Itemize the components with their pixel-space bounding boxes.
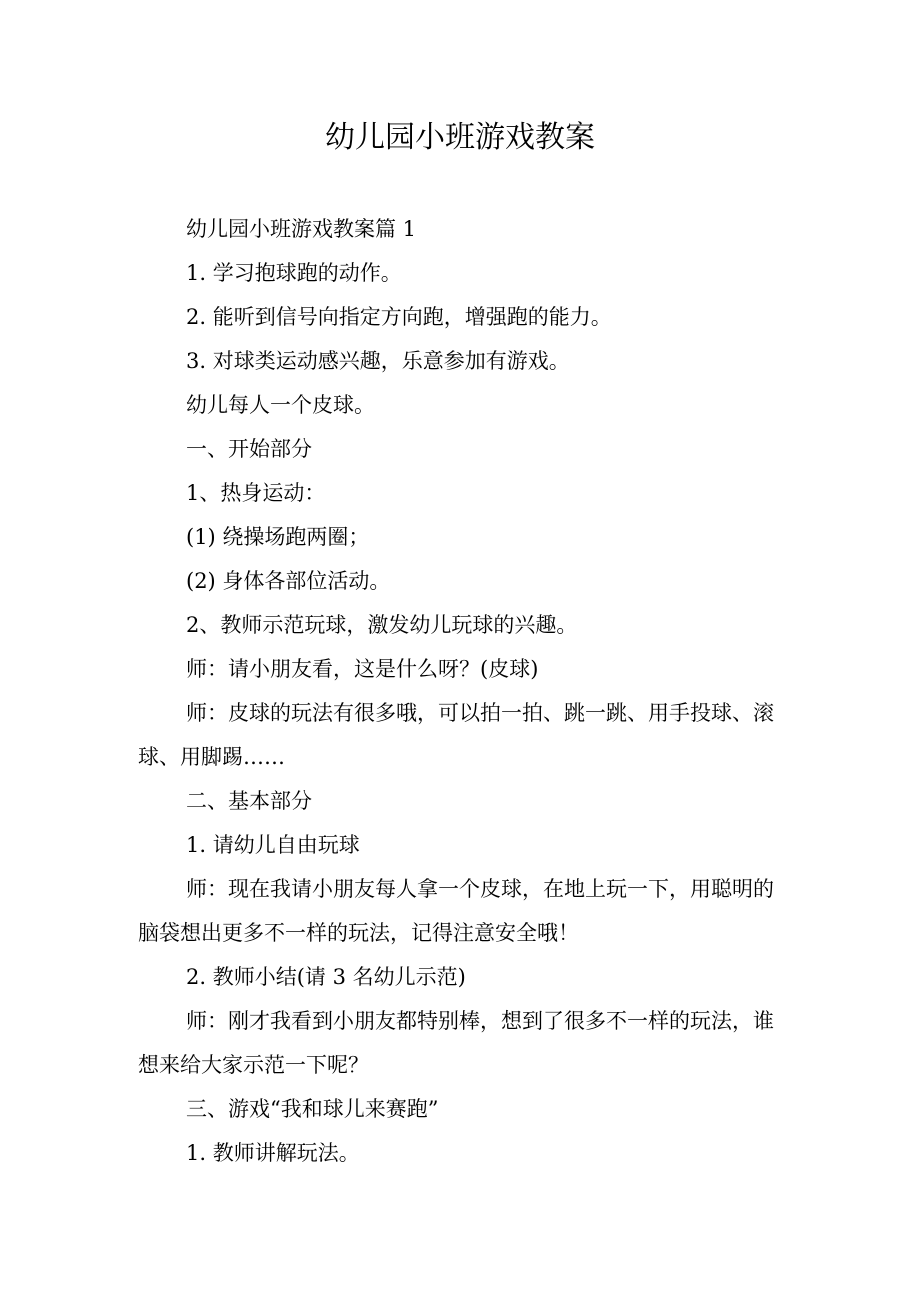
paragraph-explain-rules: 1. 教师讲解玩法。: [186, 1141, 360, 1165]
paragraph-goal-2: 2. 能听到信号向指定方向跑，增强跑的能力。: [186, 305, 612, 329]
paragraph-warmup-1: (1) 绕操场跑两圈；: [186, 525, 370, 549]
paragraph-warmup-2: (2) 身体各部位活动。: [186, 569, 391, 593]
document-title: 幼儿园小班游戏教案: [325, 120, 595, 155]
paragraph-materials: 幼儿每人一个皮球。: [186, 393, 375, 417]
paragraph-warmup: 1、热身运动：: [186, 481, 326, 505]
paragraph-free-play: 1. 请幼儿自由玩球: [186, 833, 360, 857]
paragraph-goal-1: 1. 学习抱球跑的动作。: [186, 261, 402, 285]
paragraph-teacher-line-2: 师：皮球的玩法有很多哦，可以拍一拍、跳一跳、用手投球、滚球、用脚踢……: [138, 701, 774, 769]
paragraph-demo: 2、教师示范玩球，激发幼儿玩球的兴趣。: [186, 613, 578, 637]
paragraph-teacher-line-1: 师：请小朋友看，这是什么呀？(皮球): [186, 657, 539, 681]
paragraph-teacher-line-3: 师：现在我请小朋友每人拿一个皮球，在地上玩一下，用聪明的脑袋想出更多不一样的玩法，记得注意安全哦！: [138, 877, 774, 945]
paragraph-part-1-heading: 一、开始部分: [186, 437, 312, 461]
paragraph-section-heading: 幼儿园小班游戏教案篇 1: [186, 217, 417, 241]
paragraph-goal-3: 3. 对球类运动感兴趣，乐意参加有游戏。: [186, 349, 570, 373]
paragraph-part-2-heading: 二、基本部分: [186, 789, 312, 813]
document-body: [138, 207, 778, 1175]
paragraph-part-3-heading: 三、游戏“我和球儿来赛跑”: [186, 1097, 439, 1121]
paragraph-summary: 2. 教师小结(请 3 名幼儿示范): [186, 965, 466, 989]
paragraph-teacher-line-4: 师：刚才我看到小朋友都特别棒，想到了很多不一样的玩法，谁想来给大家示范一下呢？: [138, 1009, 774, 1077]
